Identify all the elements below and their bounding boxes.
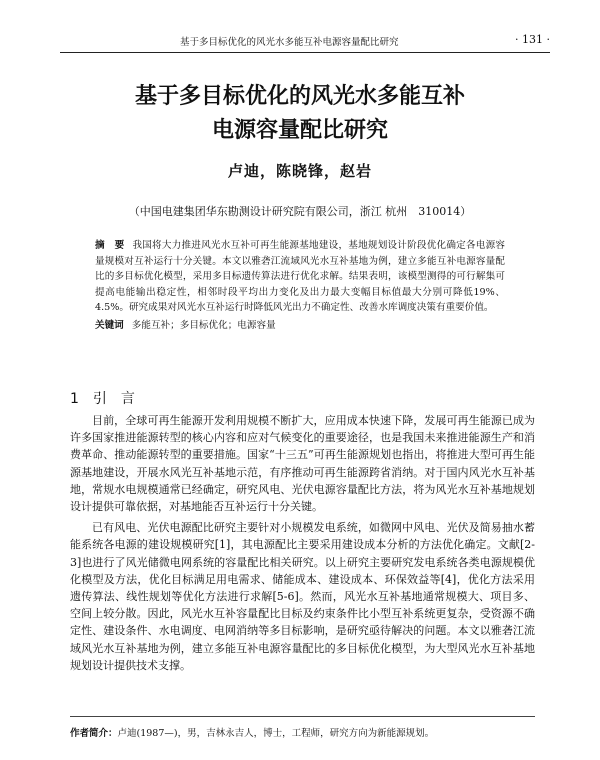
author-list: 卢迪，陈晓锋，赵岩 xyxy=(227,162,372,180)
paragraph-2: 已有风电、光伏电源配比研究主要针对小规模发电系统，如微网中风电、光伏及简易抽水蓄能系统各电源的建设规模研究[1]，其电源配比主要采用建设成本分析的方法优化确定。文献[2-3]也进行了风光储微电网系统的容量配比相关研究。以上研究主要研究发电系统各类电源规模优化模型及方法，优化目标满足用电需求、储能成本、建设成本、环保效益等[4]，优化方法采用遗传算法、线性规划等优化方法进行求解[5-6]。然而，风光水互补基地通常规模大、项目多、空间上较分散。因此，风光水互补容量配比目标及约束条件比小型互补系统更复杂，受资源不确定性、建设条件、水电调度、电网消纳等多目标影响，是研究亟待解决的问题。本文以雅砻江流域风光水互补基地为例，建立多能互补电源容量配比的多目标优化模型，为大型风光水互补基地规划设计提供技术支撑。 xyxy=(70,521,535,672)
paper-title xyxy=(0,80,600,148)
title-line-1: 基于多目标优化的风光水多能互补 xyxy=(134,84,465,109)
keywords-text: 多能互补；多目标优化；电源容量 xyxy=(131,319,276,331)
abstract-label: 摘 要 xyxy=(95,240,125,251)
running-title: 基于多目标优化的风光水多能互补电源容量配比研究 xyxy=(180,37,399,48)
affiliation: （中国电建集团华东勘测设计研究院有限公司，浙江 杭州 310014） xyxy=(128,205,472,218)
section-heading xyxy=(70,388,135,408)
abstract-paragraph xyxy=(95,238,505,316)
running-header xyxy=(60,30,550,53)
title-line-2: 电源容量配比研究 xyxy=(211,118,388,143)
footnote-label: 作者简介： xyxy=(70,728,118,739)
body-text xyxy=(70,412,535,674)
author-footnote xyxy=(70,716,535,739)
abstract-block xyxy=(95,238,505,333)
paragraph-1: 目前，全球可再生能源开发利用规模不断扩大，应用成本快速下降，发展可再生能源已成为许多国家推进能源转型的核心内容和应对气候变化的重要途径，也是我国未来推进能源生产和消费革命、推动能源转型的重要措施。国家“十三五”可再生能源规划也指出，将推进大型可再生能源基地建设，开展水风光互补基地示范，有序推动可再生能源跨省消纳。对于国内风光水互补基地，常规水电规模通常已经确定，研究风电、光伏电源容量配比方法，将为风光水互补基地规划设计提供可靠依据，对基地能否互补运行十分关键。 xyxy=(70,414,535,514)
keywords-line xyxy=(95,318,505,334)
section-number: 1 xyxy=(70,391,79,407)
footnote-text: 卢迪(1987—)，男，吉林永吉人，博士，工程师，研究方向为新能源规划。 xyxy=(117,728,435,739)
abstract-text: 我国将大力推进风光水互补可再生能源基地建设，基地规划设计阶段优化确定各电源容量规模对互补运行十分关键。本文以雅砻江流域风光水互补基地为例，建立多能互补电源容量配比的多目标优化模型，采用多目标遗传算法进行优化求解。结果表明，该模型测得的可行解集可提高电能输出稳定性，相邻时段平均出力变化及出力最大变幅目标值最大分别可降低19%、4.5%。研究成果对风光水互补运行时降低风光出力不确定性、改善水库调度决策有重要价值。 xyxy=(95,240,506,313)
page-number: · 131 · xyxy=(515,33,550,46)
keywords-label: 关键词 xyxy=(95,319,124,331)
section-title: 引 言 xyxy=(92,391,135,407)
